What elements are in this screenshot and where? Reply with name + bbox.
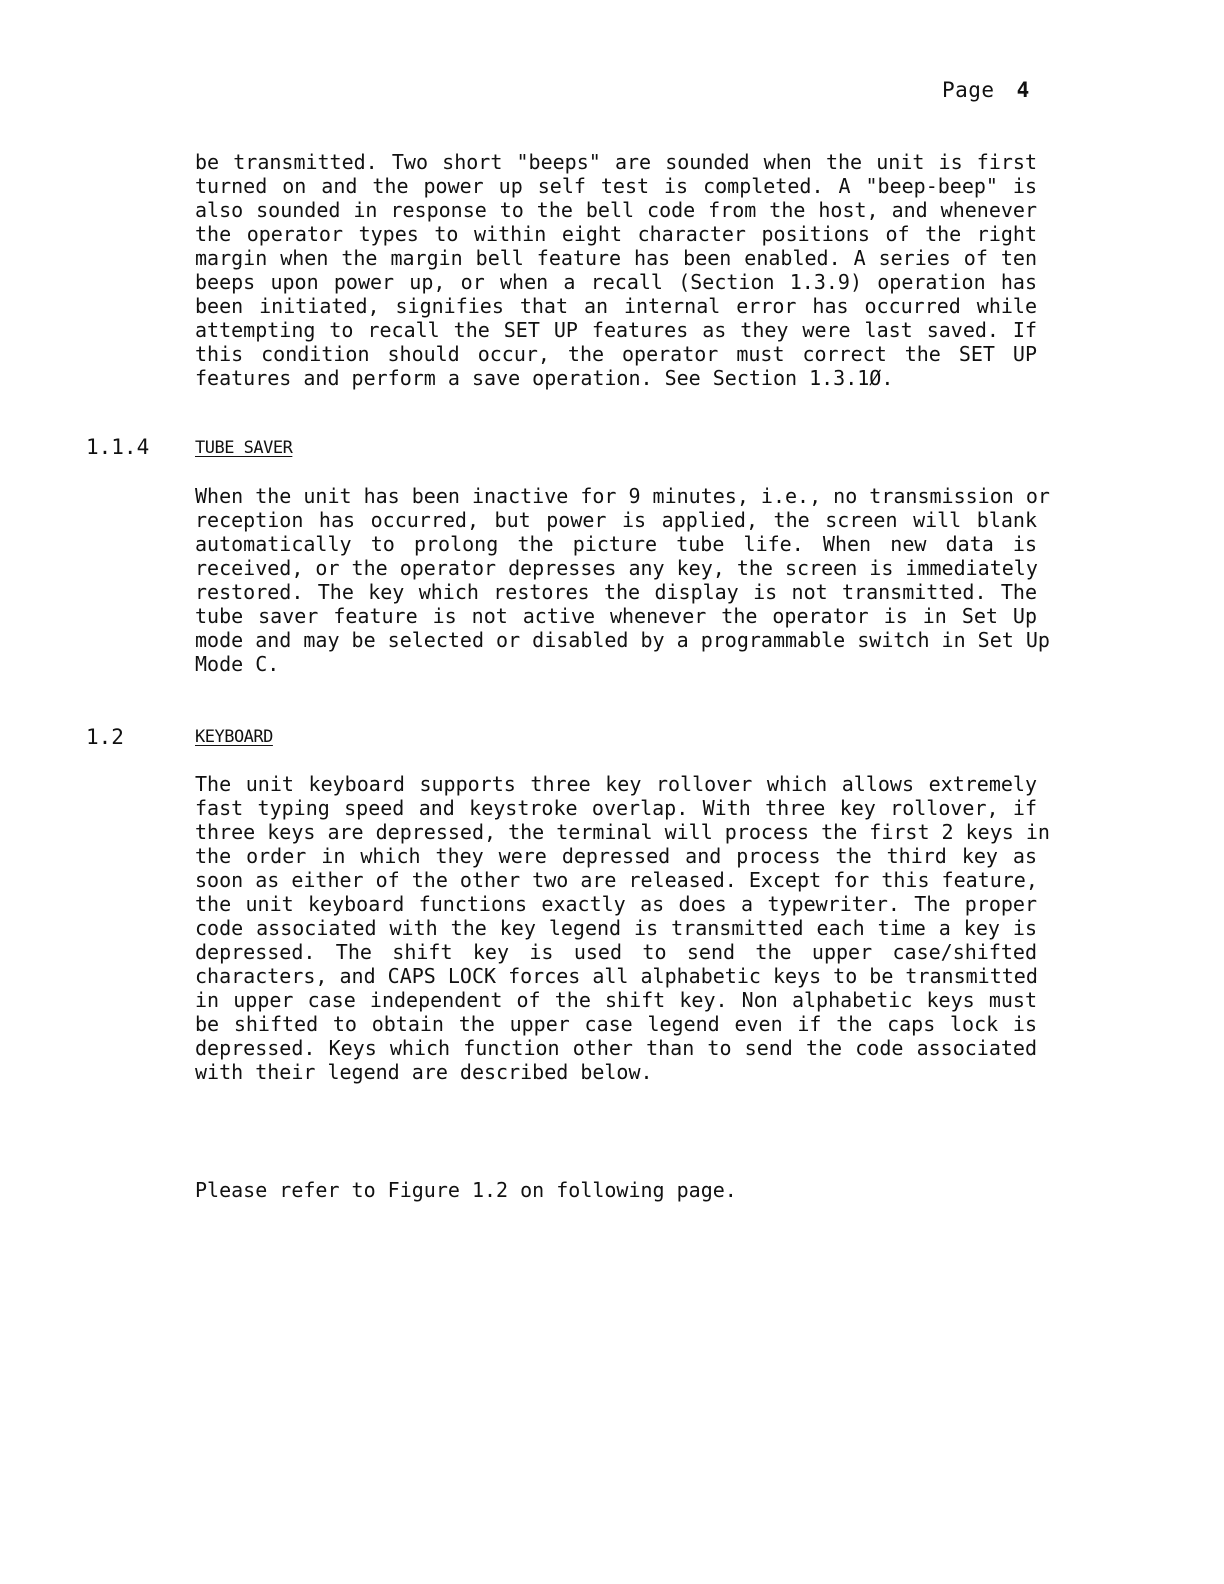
text-line: code associated with the key legend is transmitted each time a key is	[195, 916, 1037, 940]
text-line: be shifted to obtain the upper case legend even if the caps lock is	[195, 1012, 1037, 1036]
section-title-tube-saver: TUBE SAVER	[195, 438, 293, 458]
text-line: features and perform a save operation. See Section 1.3.1Ø.	[195, 366, 894, 390]
figure-reference-note: Please refer to Figure 1.2 on following page.	[195, 1178, 737, 1202]
text-line: the unit keyboard functions exactly as does a typewriter. The proper	[195, 892, 1037, 916]
text-line: turned on and the power up self test is completed. A "beep-beep" is	[195, 174, 1037, 198]
page-header	[942, 78, 1030, 102]
text-line: fast typing speed and keystroke overlap. With three key rollover, if	[195, 796, 1037, 820]
text-line: When the unit has been inactive for 9 minutes, i.e., no transmission or	[195, 484, 1050, 508]
section-number-1-1-4: 1.1.4	[86, 435, 150, 459]
tube-saver-paragraph	[195, 484, 1050, 676]
text-line: reception has occurred, but power is applied, the screen will blank	[195, 508, 1037, 532]
page-label: Page	[942, 78, 995, 102]
text-line: this condition should occur, the operator must correct the SET UP	[195, 342, 1037, 366]
text-line: beeps upon power up, or when a recall (Section 1.3.9) operation has	[195, 270, 1037, 294]
text-line: Mode C.	[195, 652, 280, 676]
text-line: received, or the operator depresses any key, the screen is immediately	[195, 556, 1038, 580]
text-line: mode and may be selected or disabled by a programmable switch in Set Up	[195, 628, 1050, 652]
section-number-1-2: 1.2	[86, 725, 124, 749]
text-line: soon as either of the other two are released. Except for this feature,	[195, 868, 1038, 892]
text-line: three keys are depressed, the terminal will process the first 2 keys in	[195, 820, 1050, 844]
text-line: also sounded in response to the bell code from the host, and whenever	[195, 198, 1037, 222]
text-line: margin when the margin bell feature has been enabled. A series of ten	[195, 246, 1037, 270]
keyboard-paragraph	[195, 772, 1050, 1084]
text-line: the order in which they were depressed and process the third key as	[195, 844, 1037, 868]
text-line: with their legend are described below.	[195, 1060, 653, 1084]
section-title-keyboard: KEYBOARD	[195, 727, 273, 747]
text-line: characters, and CAPS LOCK forces all alphabetic keys to be transmitted	[195, 964, 1038, 988]
text-line: tube saver feature is not active whenever the operator is in Set Up	[195, 604, 1037, 628]
page-number: 4	[1016, 78, 1030, 102]
text-line: in upper case independent of the shift key. Non alphabetic keys must	[195, 988, 1037, 1012]
text-line: restored. The key which restores the display is not transmitted. The	[195, 580, 1037, 604]
intro-paragraph	[195, 150, 1037, 390]
text-line: attempting to recall the SET UP features as they were last saved. If	[195, 318, 1037, 342]
text-line: be transmitted. Two short "beeps" are sounded when the unit is first	[195, 150, 1037, 174]
text-line: depressed. The shift key is used to send the upper case/shifted	[195, 940, 1037, 964]
text-line: automatically to prolong the picture tube life. When new data is	[195, 532, 1037, 556]
text-line: the operator types to within eight character positions of the right	[195, 222, 1037, 246]
text-line: been initiated, signifies that an internal error has occurred while	[195, 294, 1037, 318]
text-line: depressed. Keys which function other than to send the code associated	[195, 1036, 1037, 1060]
text-line: The unit keyboard supports three key rollover which allows extremely	[195, 772, 1037, 796]
